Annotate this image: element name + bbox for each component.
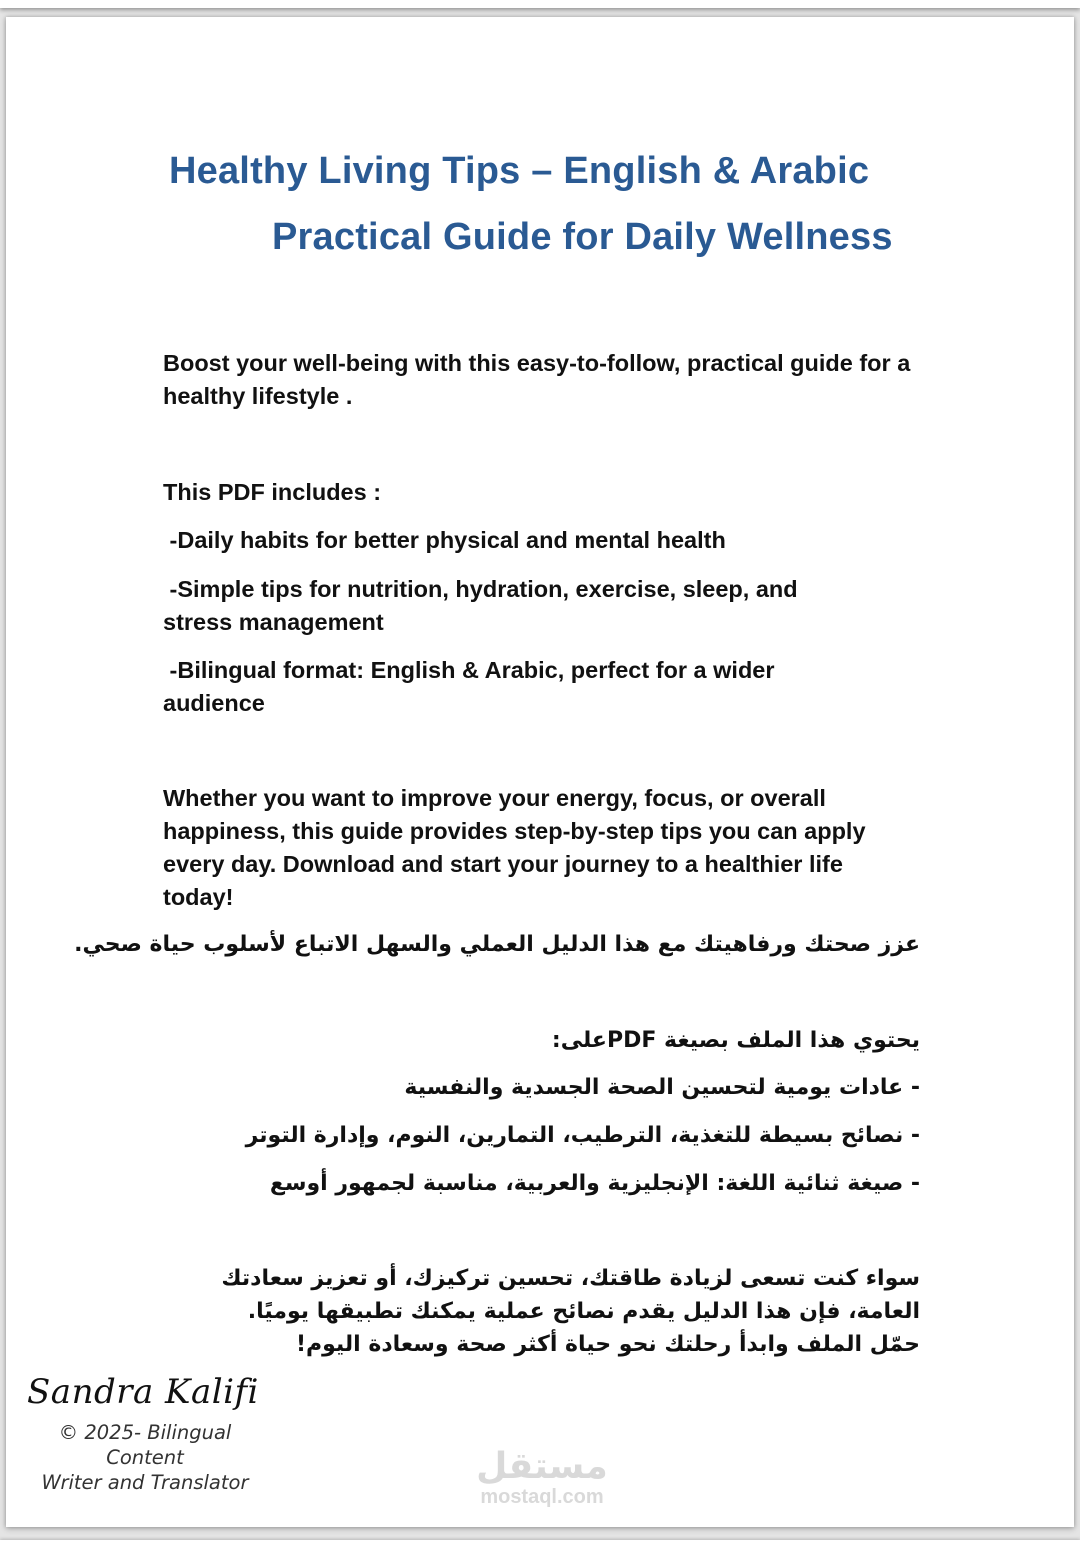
previous-page-edge [0,0,1080,8]
includes-item-arabic: - نصائح بسيطة للتغذية، الترطيب، التمارين، النوم، وإدارة التوتر [245,1123,920,1148]
includes-item-english: -Simple tips for nutrition, hydration, exercise, sleep, and stress management [163,576,805,635]
watermark-domain: mostaql.com [480,1486,604,1508]
includes-item-english: -Daily habits for better physical and mental health [163,527,726,553]
credit-line: Writer and Translator [41,1471,249,1494]
closing-arabic: سواء كنت تسعى لزيادة طاقتك، تحسين تركيزك، أو تعزيز سعادتك العامة، فإن هذا الدليل يقدم نصائح عملية يمكنك تطبيقها يوميًا. حمّل الملف وابدأ رحلتك نحو حياة أكثر صحة وسعادة اليوم! [221,1266,920,1357]
includes-item-arabic: - صيغة ثنائية اللغة: الإنجليزية والعربية، مناسبة لجمهور أوسع [269,1171,920,1196]
next-page-edge [0,1540,1080,1560]
includes-heading-english: This PDF includes : [163,479,382,505]
document-subtitle: Practical Guide for Daily Wellness [272,216,893,258]
document-title: Healthy Living Tips – English & Arabic [169,150,870,192]
intro-arabic: عزز صحتك ورفاهيتك مع هذا الدليل العملي والسهل الاتباع لأسلوب حياة صحي. [74,932,920,957]
credit-line: © 2025- Bilingual Content [58,1421,232,1469]
mostaql-watermark [472,1447,612,1507]
includes-item-english: -Bilingual format: English & Arabic, perfect for a wider audience [163,657,782,716]
includes-item-arabic: - عادات يومية لتحسين الصحة الجسدية والنفسية [404,1075,920,1100]
author-signature: Sandra Kalifi [27,1372,259,1412]
intro-english: Boost your well-being with this easy-to-follow, practical guide for a healthy lifestyle . [163,350,911,409]
includes-heading-arabic: يحتوي هذا الملف بصيغة PDFعلى: [551,1028,920,1053]
watermark-logo-arabic: مستقل [476,1446,608,1487]
author-credit [20,1420,270,1495]
closing-english: Whether you want to improve your energy, focus, or overall happiness, this guide provides step-by-step tips you can apply every day. Download and start your journey to a healthier life today! [163,785,866,910]
